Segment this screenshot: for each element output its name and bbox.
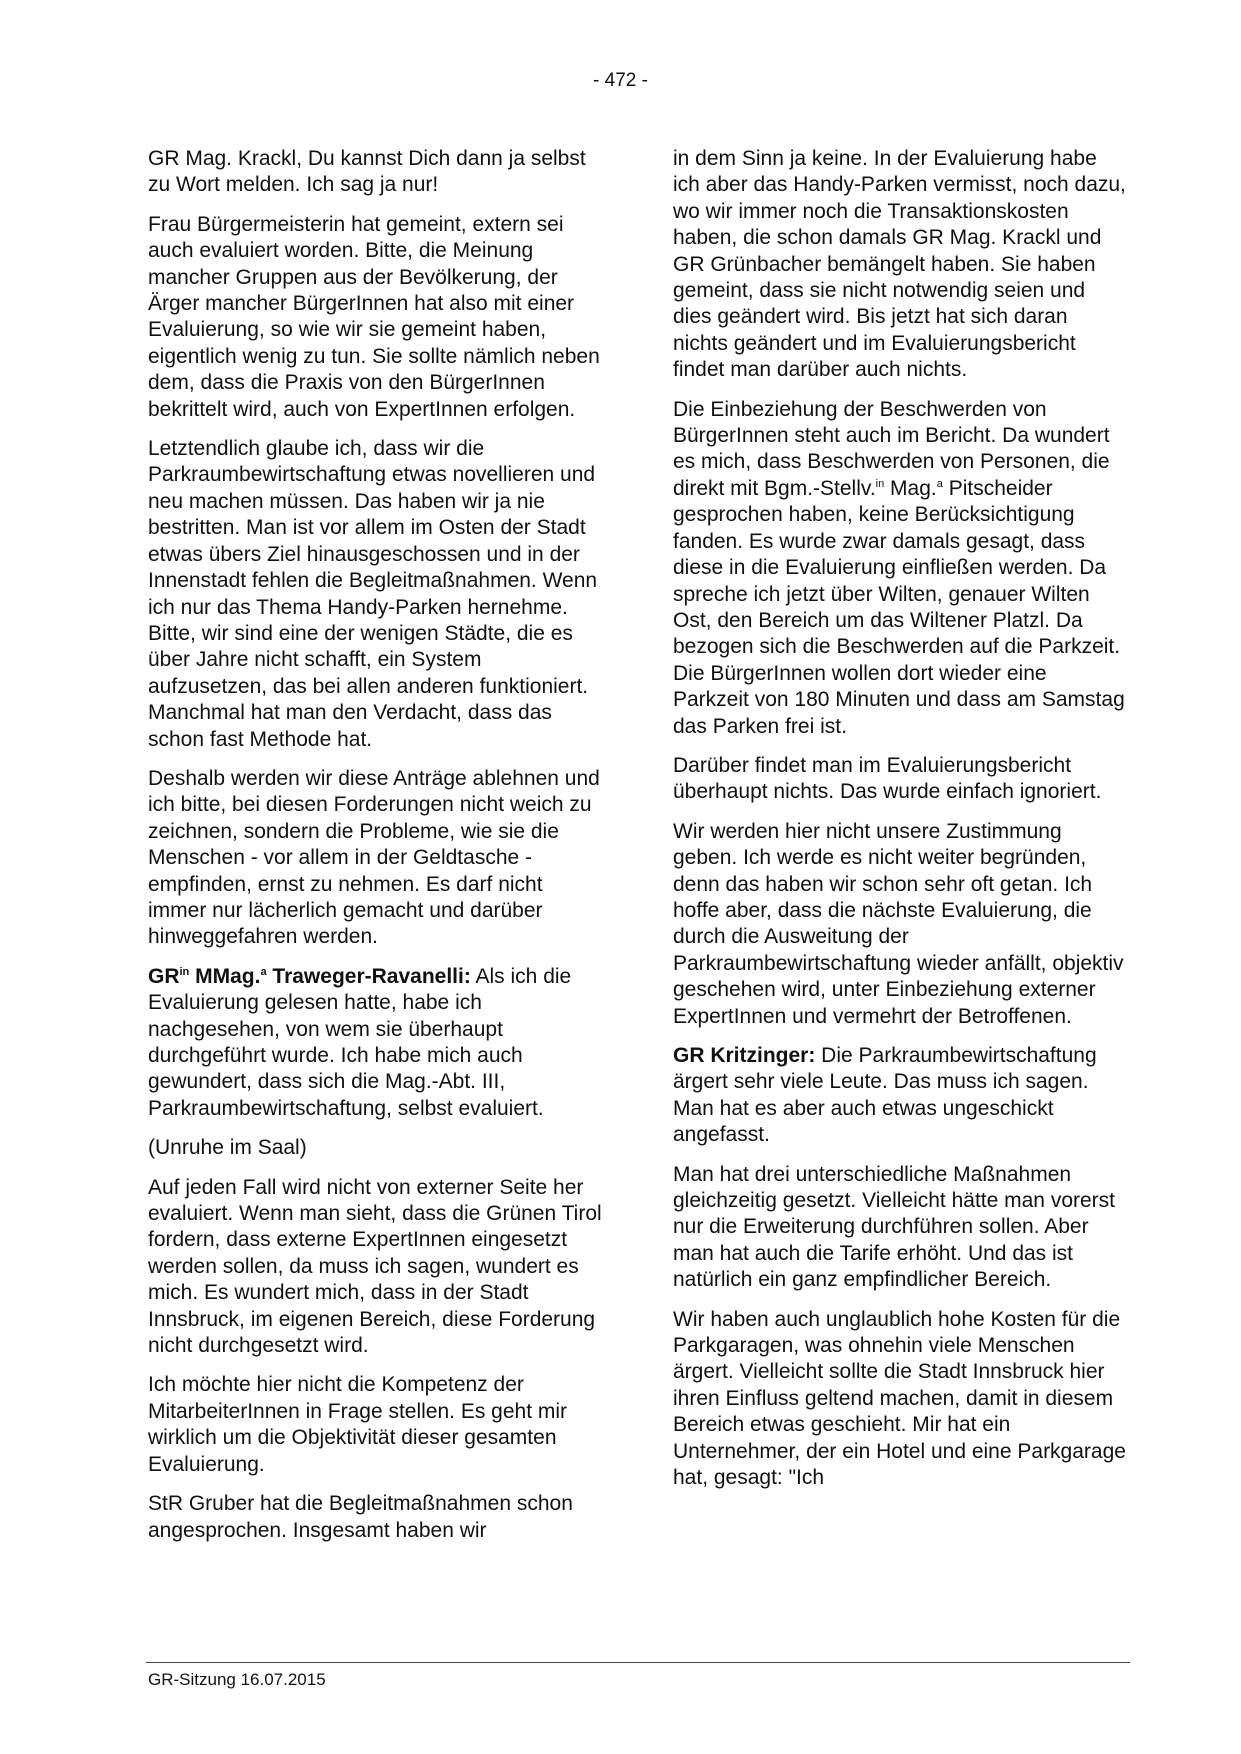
superscript: in <box>875 477 885 490</box>
speaker-gr: GR <box>148 964 180 988</box>
text-fragment: Mag. <box>884 476 937 500</box>
paragraph: Letztendlich glaube ich, dass wir die Parkraumbewirtschaftung etwas novellieren und neu machen müssen. Das haben wir ja nie bestritten. Man ist vor allem im Osten der Stadt etwas übers Ziel hinausgeschossen und in der Innenstadt fehlen die Begleitmaßnahmen. Wenn ich nur das Thema Handy-Parken hernehme. Bitte, wir sind eine der wenigen Städte, die es über Jahre nicht schafft, ein System aufzusetzen, das bei allen anderen funktioniert. Manchmal hat man den Verdacht, dass das schon fast Methode hat. <box>148 437 598 751</box>
paragraph: in dem Sinn ja keine. In der Evaluierung habe ich aber das Handy-Parken vermisst, noch dazu, wo wir immer noch die Transaktionskosten haben, die schon damals GR Mag. Krackl und GR Grünbacher bemängelt haben. Sie haben gemeint, dass sie nicht notwendig seien und dies geändert wird. Bis jetzt hat sich daran nichts geändert und im Evaluierungsbericht findet man darüber auch nichts. <box>673 147 1126 382</box>
text-fragment: Pitscheider gesprochen haben, keine Berücksichtigung fanden. Es wurde zwar damals gesagt, dass diese in die Evaluierung einfließen werden. Da spreche ich jetzt über Wilten, genauer Wilten Ost, den Bereich um das Wiltener Platzl. Da bezogen sich die Beschwerden auf die Parkzeit. Die BürgerInnen wollen dort wieder eine Parkzeit von 180 Minuten und dass am Samstag das Parken frei ist. <box>673 476 1125 738</box>
paragraph: Auf jeden Fall wird nicht von externer Seite her evaluiert. Wenn man sieht, dass die Grünen Tirol fordern, dass externe ExpertInnen eingesetzt werden sollen, da muss ich sagen, wundert es mich. Es wundert mich, dass in der Stadt Innsbruck, im eigenen Bereich, diese Forderung nicht durchgesetzt wird. <box>148 1175 602 1358</box>
paragraph: Deshalb werden wir diese Anträge ablehnen und ich bitte, bei diesen Forderungen nicht weich zu zeichnen, sondern die Probleme, wie sie die Menschen - vor allem in der Geldtasche - empfinden, ernst zu nehmen. Es darf nicht immer nur lächerlich gemacht und darüber hinweggefahren werden. <box>148 766 600 949</box>
paragraph: Wir haben auch unglaublich hohe Kosten für die Parkgaragen, was ohnehin viele Menschen ärgert. Vielleicht sollte die Stadt Innsbruck hier ihren Einfluss geltend machen, damit in diesem Bereich etwas geschieht. Mir hat ein Unternehmer, der ein Hotel und eine Parkgarage hat, gesagt: "Ich <box>673 1307 1126 1490</box>
speaker-title: MMag. <box>189 964 261 988</box>
speech-kritzinger <box>673 1043 1128 1149</box>
speaker-gr-sup: in <box>179 965 190 978</box>
paragraph: Ich möchte hier nicht die Kompetenz der MitarbeiterInnen in Frage stellen. Es geht mir wirklich um die Objektivität dieser gesamten Evaluierung. <box>148 1373 568 1476</box>
paragraph: Man hat drei unterschiedliche Maßnahmen gleichzeitig gesetzt. Vielleicht hätte man vorerst nur die Erweiterung durchführen sollen. Aber man hat auch die Tarife erhöht. Und das ist natürlich ein ganz empfindlicher Bereich. <box>673 1162 1116 1292</box>
speaker-surname: Traweger-Ravanelli: <box>266 964 471 988</box>
left-column <box>148 146 604 1557</box>
text-fragment: Die Einbeziehung der Beschwerden von BürgerInnen steht auch im Bericht. Da wundert es mich, dass Beschwerden von Personen, die direkt mit Bgm.-Stellv. <box>673 397 1110 500</box>
speaker-title-sup: a <box>260 965 267 978</box>
speech-traweger-ravanelli <box>148 964 604 1122</box>
paragraph: Frau Bürgermeisterin hat gemeint, extern sei auch evaluiert worden. Bitte, die Meinung mancher Gruppen aus der Bevölkerung, der Ärger mancher BürgerInnen hat also mit einer Evaluierung, so wie wir sie gemeint haben, eigentlich wenig zu tun. Sie sollte nämlich neben dem, dass die Praxis von den BürgerInnen bekrittelt wird, auch von ExpertInnen erfolgen. <box>148 212 600 421</box>
page-number: - 472 - <box>593 70 648 91</box>
footer-divider <box>146 1662 1130 1663</box>
paragraph: StR Gruber hat die Begleitmaßnahmen schon angesprochen. Insgesamt haben wir <box>148 1492 573 1542</box>
right-column <box>673 146 1128 1505</box>
paragraph: Darüber findet man im Evaluierungsbericht überhaupt nichts. Das wurde einfach ignoriert. <box>673 753 1102 804</box>
stage-direction: (Unruhe im Saal) <box>148 1136 307 1160</box>
superscript: a <box>936 477 943 490</box>
speaker-name: GR Kritzinger: <box>673 1044 816 1067</box>
speaker-name <box>148 965 471 988</box>
paragraph: Wir werden hier nicht unsere Zustimmung geben. Ich werde es nicht weiter begründen, denn das haben wir schon sehr oft getan. Ich hoffe aber, dass die nächste Evaluierung, die durch die Ausweitung der Parkraumbewirtschaftung wieder anfällt, objektiv geschehen wird, unter Einbeziehung externer ExpertInnen und vermehrt der Betroffenen. <box>673 819 1124 1028</box>
paragraph: GR Mag. Krackl, Du kannst Dich dann ja selbst zu Wort melden. Ich sag ja nur! <box>148 147 586 197</box>
speech-text: Die Parkraumbewirtschaftung ärgert sehr viele Leute. Das muss ich sagen. Man hat es aber auch etwas ungeschickt angefasst. <box>673 1044 1097 1147</box>
speech-text: Als ich die Evaluierung gelesen hatte, habe ich nachgesehen, von wem sie überhaupt durchgeführt wurde. Ich habe mich auch gewundert, dass sich die Mag.-Abt. III, Parkraumbewirtschaftung, selbst evaluiert. <box>148 964 572 1120</box>
footer-session: GR-Sitzung 16.07.2015 <box>148 1670 326 1689</box>
paragraph <box>673 397 1128 740</box>
